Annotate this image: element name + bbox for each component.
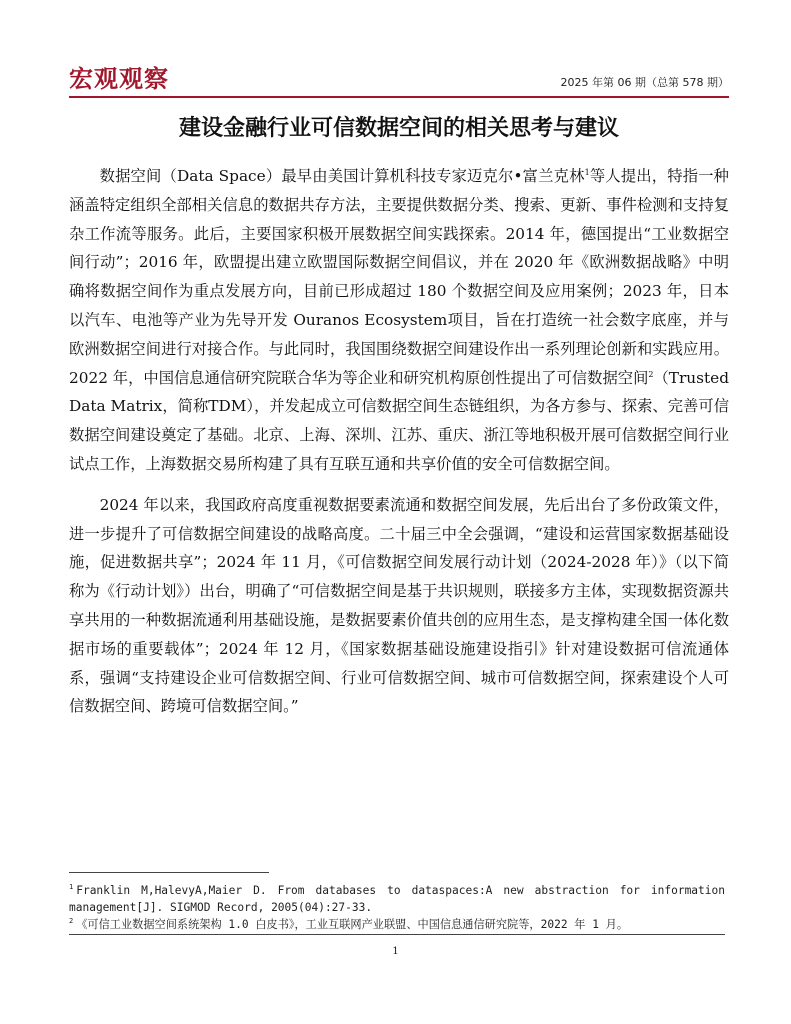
- page-header: [69, 64, 729, 98]
- footnote-1-text: Franklin M,HalevyA,Maier D. From databases to dataspaces:A new abstraction for information management[J]. SIGMOD Record, 2005(04):27-33.: [69, 884, 725, 914]
- footnote-2-text: 《可信工业数据空间系统架构 1.0 白皮书》，工业互联网产业联盟、中国信息通信研究院等，2022 年 1 月。: [76, 918, 629, 931]
- issue-number: 2025 年第 06 期（总第 578 期）: [560, 76, 729, 89]
- footnote-ref-2[interactable]: 2: [648, 369, 654, 379]
- paragraph-1-part-b: 等人提出，特指一种涵盖特定组织全部相关信息的数据共存方法，主要提供数据分类、搜索、更新、事件检测和支持复杂工作流等服务。此后，主要国家积极开展数据空间实践探索。2014 年，德国提出“工业数据空间行动”；2016 年，欧盟提出建立欧盟国际数据空间倡议，并在 2020 年《欧洲数据战略》中明确将数据空间作为重点发展方向，目前已形成超过 180 个数据空间及应用案例；2023 年，日本以汽车、电池等产业为先导开发 Ouranos Ecosystem项目，旨在打造统一社会数字底座，并与欧洲数据空间进行对接合作。与此同时，我国围绕数据空间建设作出一系列理论创新和实践应用。2022 年，中国信息通信研究院联合华为等企业和研究机构原创性提出了可信数据空间: [69, 167, 729, 387]
- footnote-1: [69, 882, 725, 916]
- paragraph-1-part-c: （Trusted Data Matrix，简称TDM），并发起成立可信数据空间生态链组织，为各方参与、探索、完善可信数据空间建设奠定了基础。北京、上海、深圳、江苏、重庆、浙江等地积极开展可信数据空间行业试点工作，上海数据交易所构建了具有互联互通和共享价值的安全可信数据空间。: [69, 368, 730, 473]
- page-number: 1: [392, 946, 399, 957]
- footnotes: [69, 882, 725, 933]
- header-divider: [69, 96, 729, 98]
- brand-title: 宏观观察: [69, 65, 169, 93]
- footnote-bottom-divider: [69, 934, 725, 935]
- paragraph-2: 2024 年以来，我国政府高度重视数据要素流通和数据空间发展，先后出台了多份政策文件，进一步提升了可信数据空间建设的战略高度。二十届三中全会强调，“建设和运营国家数据基础设施，促进数据共享”；2024 年 11 月，《可信数据空间发展行动计划（2024-2028 年）》（以下简称为《行动计划》）出台，明确了“可信数据空间是基于共识规则，联接多方主体，实现数据资源共享共用的一种数据流通利用基础设施，是数据要素价值共创的应用生态，是支撑构建全国一体化数据市场的重要载体”；2024 年 12 月，《国家数据基础设施建设指引》针对建设数据可信流通体系，强调“支持建设企业可信数据空间、行业可信数据空间、城市可信数据空间，探索建设个人可信数据空间、跨境可信数据空间。”: [69, 495, 729, 716]
- footnote-1-number: 1: [69, 883, 74, 892]
- paragraph-1: [69, 162, 729, 479]
- footnote-2-number: 2: [69, 917, 74, 926]
- article-body: [69, 162, 729, 733]
- paragraph-1-part-a: 数据空间（Data Space）最早由美国计算机科技专家迈克尔•富兰克林: [99, 167, 585, 185]
- footnote-ref-1[interactable]: 1: [584, 167, 590, 177]
- footnote-divider: [69, 872, 269, 873]
- article-title: 建设金融行业可信数据空间的相关思考与建议: [178, 116, 619, 141]
- footnote-2: [69, 916, 725, 933]
